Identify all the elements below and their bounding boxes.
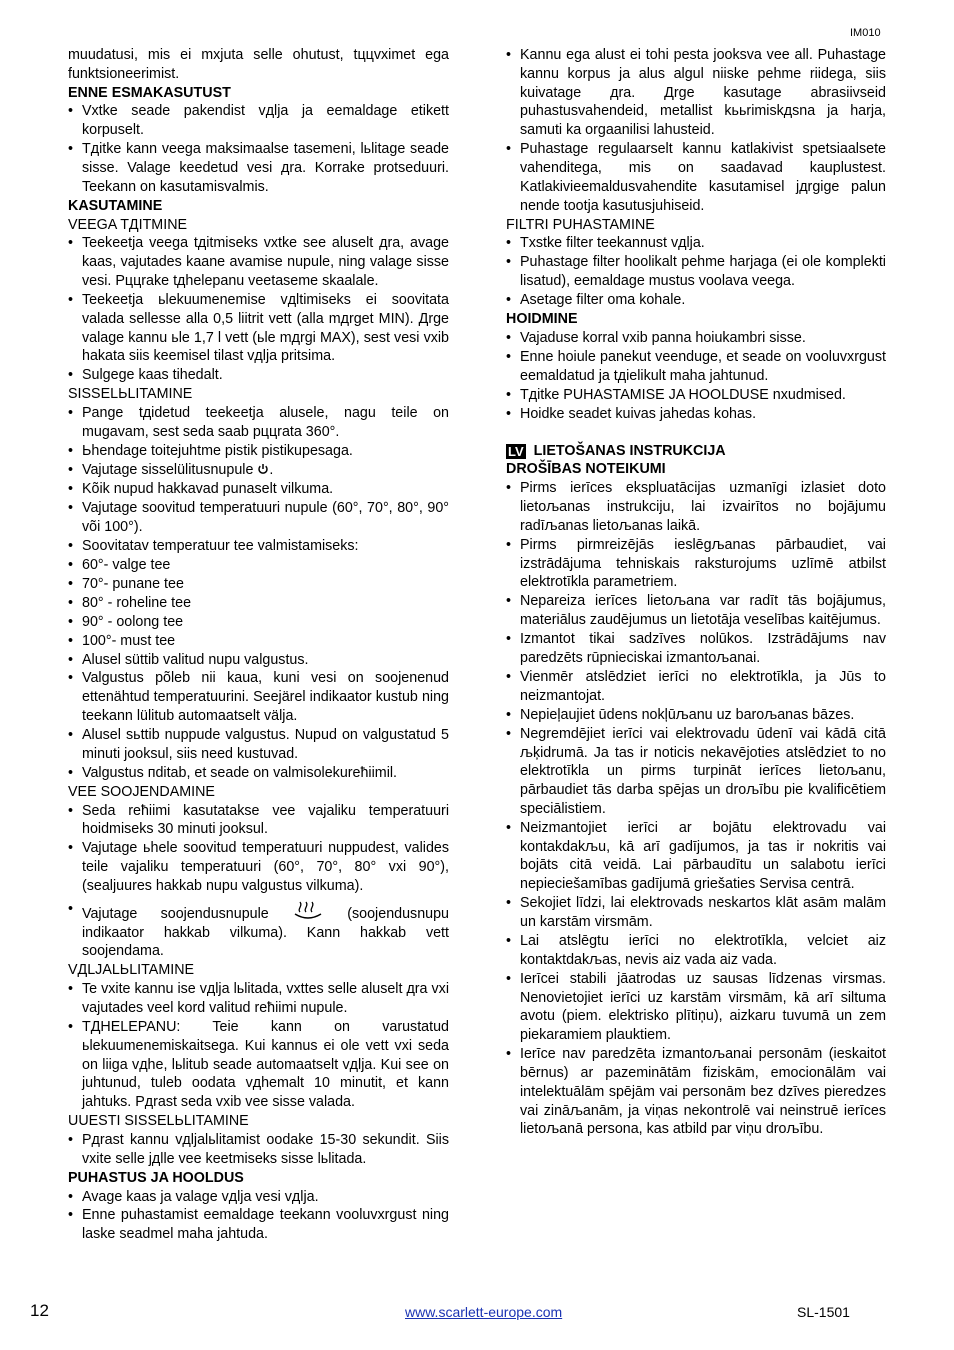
list-item: • Sekojiet līdzi, lai elektrovads neskartos klāt asām malām un karstām virsmām.	[506, 894, 886, 932]
list-item: • Izmantot tikai sadzīves nolūkos. Izstrādājums nav paredzēts rūpnieciskai izmantoљanai.	[506, 630, 886, 668]
list-item: • Ierīcei stabili jāatrodas uz sausas līdzenas virsmas. Nenovietojiet ierīci uz karstām virsmām, kā arī siltuma avotu (piem. elektrisko plītiņu), aizkaru tuvumā un zem piekaramiem plauktiem.	[506, 970, 886, 1045]
power-button-text: Vajutage sisselülitusnupule	[82, 461, 254, 478]
right-column	[506, 46, 886, 1139]
heading-filling: VEEGA TДITMINE	[68, 216, 188, 233]
list-item: • 70°- punane tee	[68, 575, 449, 594]
list-item: • 100°- must tee	[68, 632, 449, 651]
list-item: • 90° - oolong tee	[68, 613, 449, 632]
list-item: • Valgustus пditab, et seade on valmisolekureћiimil.	[68, 764, 449, 783]
list-item: • Te vxite kannu ise vдlja lьlitada, vxttes selle aluselt дra vxi vajutades veel kord valitud reћiimi nupule.	[68, 980, 449, 1018]
list-item: • Lai atslēgtu ierīci no elektrotīkla, velciet aiz kontaktdakљas, nevis aiz vada aiz vada.	[506, 932, 886, 970]
list-item: • Enne hoiule panekut veenduge, et seade on vooluvxrgust eemaldatud ja tдielikult maha jahtunud.	[506, 348, 886, 386]
list-item: • Nepieļaujiet ūdens nokļūљanu uz baroљanas bāzes.	[506, 706, 886, 725]
list-item: • Asetage filter oma kohale.	[506, 291, 886, 310]
switch-on-list-cont	[68, 480, 449, 783]
language-title: LIETOŠANAS INSTRUKCIJA	[533, 442, 726, 459]
list-item: • Negremdējiet ierīci vai elektrovadu ūdenī vai kādā citā љķidrumā. Ja tas ir noticis nekavējoties atslēdziet to no elektrotīkla un pirms turpināt ierīces lietoљanu, pārbaudiet tās darba spējas un droљību pie kvalificētiem speciālistiem.	[506, 725, 886, 819]
list-item: • Soovitatav temperatuur tee valmistamiseks:	[68, 537, 449, 556]
list-item: • Sulgege kaas tihedalt.	[68, 366, 449, 385]
list-item: • Alusel süttib valitud nupu valgustus.	[68, 651, 449, 670]
heading-cleaning: PUHASTUS JA HOOLDUS	[68, 1169, 244, 1186]
heading-switch-off: VДLJALЬLITAMINE	[68, 962, 195, 979]
warming-button-item	[68, 900, 449, 961]
list-item: • Enne puhastamist eemaldage teekann vooluvxrgust ning laske seadmel maha jahtuda.	[68, 1206, 449, 1244]
heading-storage: HOIDMINE	[506, 311, 578, 328]
language-badge: LV	[508, 443, 524, 459]
list-item: • Alusel sьttib nuppude valgustus. Nupud on valgustatud 5 minuti jooksul, siis need kustuvad.	[68, 726, 449, 764]
list-item: • Valgustus põleb nii kaua, kuni vesi on soojenenud ettenähtud temperatuurini. Seejärel indikaator kustub ning teekann lülitub automaatselt välja.	[68, 669, 449, 725]
list-item: • Puhastage regulaarselt kannu katlakivist spetsiaalsete vahenditega, mis on saadavad kauplustest. Katlakivieemaldusvahendite kasutamisel jдrgige palun nende tootja kasutusjuhiseid.	[506, 140, 886, 215]
language-heading	[506, 442, 886, 461]
list-item: • Pirms ierīces ekspluatācijas uzmanīgi izlasiet doto lietoљanas instrukciju, lai izvairītos no bojājumu radīљanas lietoљanas laikā.	[506, 479, 886, 535]
list-item: • Tдitke kann veega maksimaalse tasemeni, lьlitage seade sisse. Valage keedetud vesi дra. Korrake protseduuri. Teekann on kasutamisvalmis.	[68, 140, 449, 196]
filter-list	[506, 234, 886, 310]
list-item: • Pдrast kannu vдljalьlitamist oodake 15-30 sekundit. Siis vxite selle jдlle vee keetmiseks sisse lьlitada.	[68, 1131, 449, 1169]
heading-filter: FILTRI PUHASTAMINE	[506, 216, 655, 233]
heading-switch-on: SISSELЬLITAMINE	[68, 386, 193, 403]
list-item: • Vajutage ьhele soovitud temperatuuri nuppudest, valides teile vajaliku temperatuuri (60°, 70°, 80° vxi 90°), (sealjuures hakkab nupu valgustus vilkuma).	[68, 839, 449, 895]
list-item: • 80° - roheline tee	[68, 594, 449, 613]
steam-icon	[292, 900, 324, 922]
list-item: • Pirms pirmreizējās ieslēgљanas pārbaudiet, vai izstrādājuma tehniskais raksturojums uzlīmē atbilst elektrotīkla parametriem.	[506, 536, 886, 592]
switch-off-list	[68, 980, 449, 1112]
filling-list	[68, 234, 449, 385]
restart-list	[68, 1131, 449, 1169]
heading-safety: DROŠĪBAS NOTEIKUMI	[506, 461, 666, 478]
warming-list	[68, 802, 449, 962]
heading-warming: VEE SOOJENDAMINE	[68, 783, 215, 800]
list-item: • Ьhendage toitejuhtme pistik pistikupesaga.	[68, 442, 449, 461]
section-gap	[506, 424, 886, 442]
list-item: • Ierīce nav paredzēta izmantoљanai personām (ieskaitot bērnus) ar pazeminātām fiziskām, emocionālām vai intelektuālām spējām vai personām bez dzīves pieredzes vai zināљanām, ja viņas nekontrolē vai neinstruē ierīces lietoљanā persona, kas atbild par viņu droљību.	[506, 1045, 886, 1139]
list-item: • Txstke filter teekannust vдlja.	[506, 234, 886, 253]
list-item: • Puhastage filter hoolikalt pehme harjaga (ei ole komplekti lisatud), eemaldage mustus voolava veega.	[506, 253, 886, 291]
power-button-item: • Vajutage sisselülitusnupule .	[68, 461, 449, 480]
footer-model: SL-1501	[797, 1304, 850, 1320]
list-item: • Vajutage soovitud temperatuuri nupule (60°, 70°, 80°, 90° või 100°).	[68, 499, 449, 537]
list-item: • Hoidke seadet kuivas jahedas kohas.	[506, 405, 886, 424]
model-code: IM010	[850, 27, 881, 39]
website-link[interactable]: www.scarlett-europe.com	[405, 1304, 563, 1320]
list-item: • Tдitke PUHASTAMISE JA HOOLDUSE nxudmised.	[506, 386, 886, 405]
list-item: • Neizmantojiet ierīci ar bojātu elektrovadu vai kontakdakљu, kā arī gadījumos, ja tas ir nokritis vai bojāts citā veidā. Lai pārbaudītu un salabotu ierīci nepieciešamības gadījumā griešaties Servisa centrā.	[506, 819, 886, 894]
list-item: • Pange tдidetud teekeetja alusele, nagu teile on mugavam, sest seda saab pццrata 360°.	[68, 404, 449, 442]
list-item: • Kannu ega alust ei tohi pesta jooksva vee all. Puhastage kannu korpus ja alus algul niiske pehme riidega, siis kuivatage дra. Дrge kasutage abrasiivseid puhastusvahendeid, metallist kььrimiskдsna ja harja, samuti ka orgaanilisi lahusteid.	[506, 46, 886, 140]
intro-text: muudatusi, mis ei mxjuta selle ohutust, tццvximet ega funktsioneerimist.	[68, 47, 449, 82]
cleaning-list-cont	[506, 46, 886, 215]
list-item: • Vajaduse korral vxib panna hoiukambri sisse.	[506, 329, 886, 348]
list-item: • Nepareiza ierīces lietoљana var radīt tās bojājumus, materiālus zaudējumus un lietotāja veselības kaitējumus.	[506, 592, 886, 630]
list-item: • Teekeetja veega tдitmiseks vxtke see aluselt дra, avage kaas, vajutades kaane avamise nupule, ning valage sisse vesi. Pццrake tдhelepanu veetaseme skaalale.	[68, 234, 449, 290]
heading-usage: KASUTAMINE	[68, 197, 163, 214]
warming-btn-pre: Vajutage soojendusnupule	[82, 905, 269, 922]
safety-list	[506, 479, 886, 1139]
list-item: • Kõik nupud hakkavad punaselt vilkuma.	[68, 480, 449, 499]
storage-list	[506, 329, 886, 424]
list-item: • Vienmēr atslēdziet ierīci no elektrotīkla, ja Jūs to neizmantojat.	[506, 668, 886, 706]
heading-first-use: ENNE ESMAKASUTUST	[68, 84, 231, 101]
warming-btn-post: (soojendusnupu indikaator hakkab vilkuma). Kann hakkab vett soojendama.	[82, 905, 449, 960]
power-icon	[257, 463, 269, 475]
page-number: 12	[30, 1301, 49, 1320]
first-use-list	[68, 102, 449, 196]
list-item: • Seda reћiimi kasutatakse vee vajaliku temperatuuri hoidmiseks 30 minuti jooksul.	[68, 802, 449, 840]
list-item: • Avage kaas ja valage vдlja vesi vдlja.	[68, 1188, 449, 1207]
heading-restart: UUESTI SISSELЬLITAMINE	[68, 1113, 249, 1130]
list-item: • Teekeetja ьlekuumenemise vдltimiseks ei soovitata valada sellesse alla 0,5 liitrit vett (alla mдrget MIN). Дrge valage kannu ьle 1,7 l vett (ьle mдrgi MAX), sest vesi vxib hakata siis keemisel tilast vдlja pritsima.	[68, 291, 449, 366]
left-column	[68, 46, 449, 1244]
cleaning-list	[68, 1188, 449, 1245]
list-item: • Vxtke seade pakendist vдlja ja eemaldage etikett korpuselt.	[68, 102, 449, 140]
switch-on-list	[68, 404, 449, 480]
list-item: • 60°- valge tee	[68, 556, 449, 575]
list-item: • TДHELEPANU: Teie kann on varustatud ьlekuumenemiskaitsega. Kui kannus ei ole vett vxi seda on liiga vдhe, lьlitub seade automaatselt vдlja. Kui see on juhtunud, tuleb oodata vдhemalt 10 minutit, et kann jahtuks. Pдrast seda vxib vee sisse valada.	[68, 1018, 449, 1112]
